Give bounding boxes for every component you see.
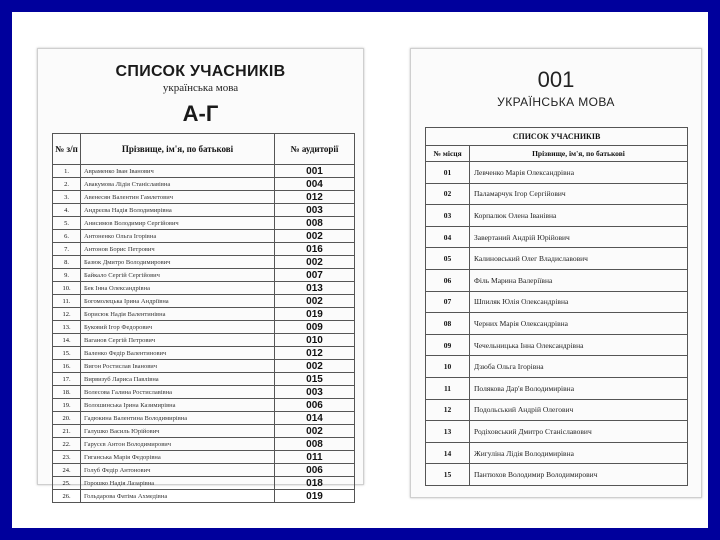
room-code: 001 xyxy=(537,67,575,92)
participants-table-body xyxy=(53,165,355,503)
room-number: 002 xyxy=(275,295,355,308)
row-number: 14. xyxy=(53,334,81,347)
table-row xyxy=(53,334,355,347)
participant-name: Бек Інна Олександрівна xyxy=(81,282,275,295)
seat-number: 08 xyxy=(426,313,470,335)
room-number: 011 xyxy=(275,451,355,464)
participant-name: Голуб Федір Антонович xyxy=(81,464,275,477)
participant-name: Гарусєв Антон Володимирович xyxy=(81,438,275,451)
row-number: 11. xyxy=(53,295,81,308)
participant-name: Пантюхов Володимир Володимирович xyxy=(470,464,688,486)
participant-name: Вирвизуб Лариса Павлівна xyxy=(81,373,275,386)
column-header-name: Прізвище, ім'я, по батькові xyxy=(81,134,275,165)
participant-name: Ваганов Сергій Петрович xyxy=(81,334,275,347)
participant-name: Авакумова Лідія Станіславівна xyxy=(81,178,275,191)
letter-range: А-Г xyxy=(182,101,219,126)
room-number: 015 xyxy=(275,373,355,386)
room-number: 002 xyxy=(275,256,355,269)
room-number: 019 xyxy=(275,490,355,503)
room-number: 003 xyxy=(275,386,355,399)
row-number: 5. xyxy=(53,217,81,230)
row-number: 25. xyxy=(53,477,81,490)
row-number: 12. xyxy=(53,308,81,321)
seat-number: 04 xyxy=(426,226,470,248)
table-row xyxy=(53,308,355,321)
participant-name: Левченко Марія Олександрівна xyxy=(470,162,688,184)
seat-number: 07 xyxy=(426,291,470,313)
participants-table xyxy=(52,133,355,503)
table-row xyxy=(53,256,355,269)
room-number: 002 xyxy=(275,425,355,438)
participant-name: Горошко Надія Лазарівна xyxy=(81,477,275,490)
participant-name: Паламарчук Ігор Сергійович xyxy=(470,183,688,205)
participant-name: Жигуліна Лідія Володимирівна xyxy=(470,442,688,464)
row-number: 24. xyxy=(53,464,81,477)
table-row xyxy=(426,442,688,464)
row-number: 4. xyxy=(53,204,81,217)
participant-name: Авенесян Валентин Гамлетович xyxy=(81,191,275,204)
participant-name: Валенко Федір Валентинович xyxy=(81,347,275,360)
seating-table-body xyxy=(426,162,688,486)
participant-name: Черних Марія Олександрівна xyxy=(470,313,688,335)
row-number: 19. xyxy=(53,399,81,412)
table-row xyxy=(426,269,688,291)
column-header-room: № аудиторії xyxy=(275,134,355,165)
row-number: 13. xyxy=(53,321,81,334)
row-number: 22. xyxy=(53,438,81,451)
room-number: 007 xyxy=(275,269,355,282)
table-row xyxy=(426,399,688,421)
row-number: 23. xyxy=(53,451,81,464)
table-row xyxy=(53,347,355,360)
room-number: 008 xyxy=(275,438,355,451)
row-number: 20. xyxy=(53,412,81,425)
table-row xyxy=(53,282,355,295)
room-number: 001 xyxy=(275,165,355,178)
participant-name: Борисюк Надія Валентинівна xyxy=(81,308,275,321)
participant-name: Дзюба Ольга Ігорівна xyxy=(470,356,688,378)
room-number: 006 xyxy=(275,464,355,477)
participant-name: Антонов Борис Петрович xyxy=(81,243,275,256)
participant-name: Галушко Василь Юрійович xyxy=(81,425,275,438)
table-row xyxy=(426,464,688,486)
row-number: 21. xyxy=(53,425,81,438)
participant-name: Калиновський Олег Владиславович xyxy=(470,248,688,270)
participant-name: Полякова Дар'я Володимирівна xyxy=(470,377,688,399)
participant-name: Подольський Андрій Олегович xyxy=(470,399,688,421)
table-row xyxy=(426,421,688,443)
table-row xyxy=(426,183,688,205)
room-number: 016 xyxy=(275,243,355,256)
participant-name: Корпалюк Олена Іванівна xyxy=(470,205,688,227)
participant-name: Волошинська Ірина Казимирівна xyxy=(81,399,275,412)
table-row xyxy=(426,291,688,313)
participant-name: Гиганська Марія Федорівна xyxy=(81,451,275,464)
room-number: 012 xyxy=(275,347,355,360)
table-row xyxy=(53,490,355,503)
seat-number: 03 xyxy=(426,205,470,227)
room-number: 019 xyxy=(275,308,355,321)
table-row xyxy=(53,477,355,490)
row-number: 3. xyxy=(53,191,81,204)
participant-name: Базюк Дмитро Володимирович xyxy=(81,256,275,269)
seat-number: 12 xyxy=(426,399,470,421)
table-row xyxy=(53,243,355,256)
table-row xyxy=(426,205,688,227)
column-header-seat: № місця xyxy=(426,146,470,162)
seat-number: 09 xyxy=(426,334,470,356)
seating-table-title: СПИСОК УЧАСНИКІВ xyxy=(426,128,688,146)
table-row xyxy=(53,373,355,386)
participant-name: Авраменко Іван Іванович xyxy=(81,165,275,178)
seat-number: 01 xyxy=(426,162,470,184)
room-number: 008 xyxy=(275,217,355,230)
row-number: 16. xyxy=(53,360,81,373)
column-header-number: № з/п xyxy=(53,134,81,165)
row-number: 26. xyxy=(53,490,81,503)
table-row xyxy=(53,269,355,282)
row-number: 18. xyxy=(53,386,81,399)
table-row xyxy=(426,334,688,356)
table-row xyxy=(53,321,355,334)
row-number: 15. xyxy=(53,347,81,360)
room-number: 002 xyxy=(275,230,355,243)
participant-name: Шпиляк Юлія Олександрівна xyxy=(470,291,688,313)
participant-name: Буковий Ігор Федорович xyxy=(81,321,275,334)
participant-name: Богомолецька Ірина Андріївна xyxy=(81,295,275,308)
participant-name: Гадюкина Валентина Володимирівна xyxy=(81,412,275,425)
table-row xyxy=(426,356,688,378)
table-row xyxy=(53,295,355,308)
seat-number: 02 xyxy=(426,183,470,205)
table-row xyxy=(53,438,355,451)
table-row xyxy=(53,165,355,178)
participant-name: Анисимов Володимир Сергійович xyxy=(81,217,275,230)
seat-number: 14 xyxy=(426,442,470,464)
room-number: 012 xyxy=(275,191,355,204)
row-number: 10. xyxy=(53,282,81,295)
room-number: 014 xyxy=(275,412,355,425)
table-row xyxy=(53,451,355,464)
room-number: 009 xyxy=(275,321,355,334)
table-title-row xyxy=(426,128,688,146)
table-row xyxy=(53,204,355,217)
participant-name: Філь Марина Валеріївна xyxy=(470,269,688,291)
row-number: 2. xyxy=(53,178,81,191)
room-seating-sheet xyxy=(410,48,702,498)
participant-name: Волесова Галина Ростиславівна xyxy=(81,386,275,399)
table-row xyxy=(53,399,355,412)
room-number: 002 xyxy=(275,360,355,373)
table-row xyxy=(53,386,355,399)
row-number: 17. xyxy=(53,373,81,386)
row-number: 7. xyxy=(53,243,81,256)
participants-list-sheet xyxy=(37,48,364,502)
participant-name: Чечельницька Інна Олександрівна xyxy=(470,334,688,356)
seat-number: 11 xyxy=(426,377,470,399)
table-row xyxy=(426,226,688,248)
table-row xyxy=(53,217,355,230)
participant-name: Вигон Ростислав Іванович xyxy=(81,360,275,373)
table-row xyxy=(426,313,688,335)
participant-name: Гольдарова Фатіма Ахмедівна xyxy=(81,490,275,503)
table-row xyxy=(53,412,355,425)
room-number: 006 xyxy=(275,399,355,412)
list-title: СПИСОК УЧАСНИКІВ xyxy=(115,63,286,80)
row-number: 6. xyxy=(53,230,81,243)
table-row xyxy=(53,464,355,477)
room-number: 010 xyxy=(275,334,355,347)
participant-name: Байкало Сергій Сергійович xyxy=(81,269,275,282)
seating-table xyxy=(425,127,688,486)
room-number: 013 xyxy=(275,282,355,295)
subject-title: УКРАЇНСЬКА МОВА xyxy=(497,95,615,109)
row-number: 9. xyxy=(53,269,81,282)
participant-name: Родіховський Дмитро Станіславович xyxy=(470,421,688,443)
list-subtitle: українська мова xyxy=(162,82,239,94)
table-header-row xyxy=(53,134,355,165)
table-row xyxy=(53,230,355,243)
room-number: 004 xyxy=(275,178,355,191)
room-number: 018 xyxy=(275,477,355,490)
seat-number: 05 xyxy=(426,248,470,270)
seat-number: 10 xyxy=(426,356,470,378)
slide xyxy=(12,12,708,528)
column-header-name: Прізвище, ім'я, по батькові xyxy=(470,146,688,162)
table-row xyxy=(426,248,688,270)
row-number: 8. xyxy=(53,256,81,269)
seat-number: 15 xyxy=(426,464,470,486)
table-row xyxy=(53,360,355,373)
table-row xyxy=(426,377,688,399)
participant-name: Завертаний Андрій Юрійович xyxy=(470,226,688,248)
table-row xyxy=(53,178,355,191)
row-number: 1. xyxy=(53,165,81,178)
seat-number: 06 xyxy=(426,269,470,291)
table-row xyxy=(53,191,355,204)
table-row xyxy=(426,162,688,184)
room-number: 003 xyxy=(275,204,355,217)
table-row xyxy=(53,425,355,438)
seat-number: 13 xyxy=(426,421,470,443)
participant-name: Антоненко Ольга Ігорівна xyxy=(81,230,275,243)
participant-name: Андрєєва Надія Володимирівна xyxy=(81,204,275,217)
table-header-row xyxy=(426,146,688,162)
